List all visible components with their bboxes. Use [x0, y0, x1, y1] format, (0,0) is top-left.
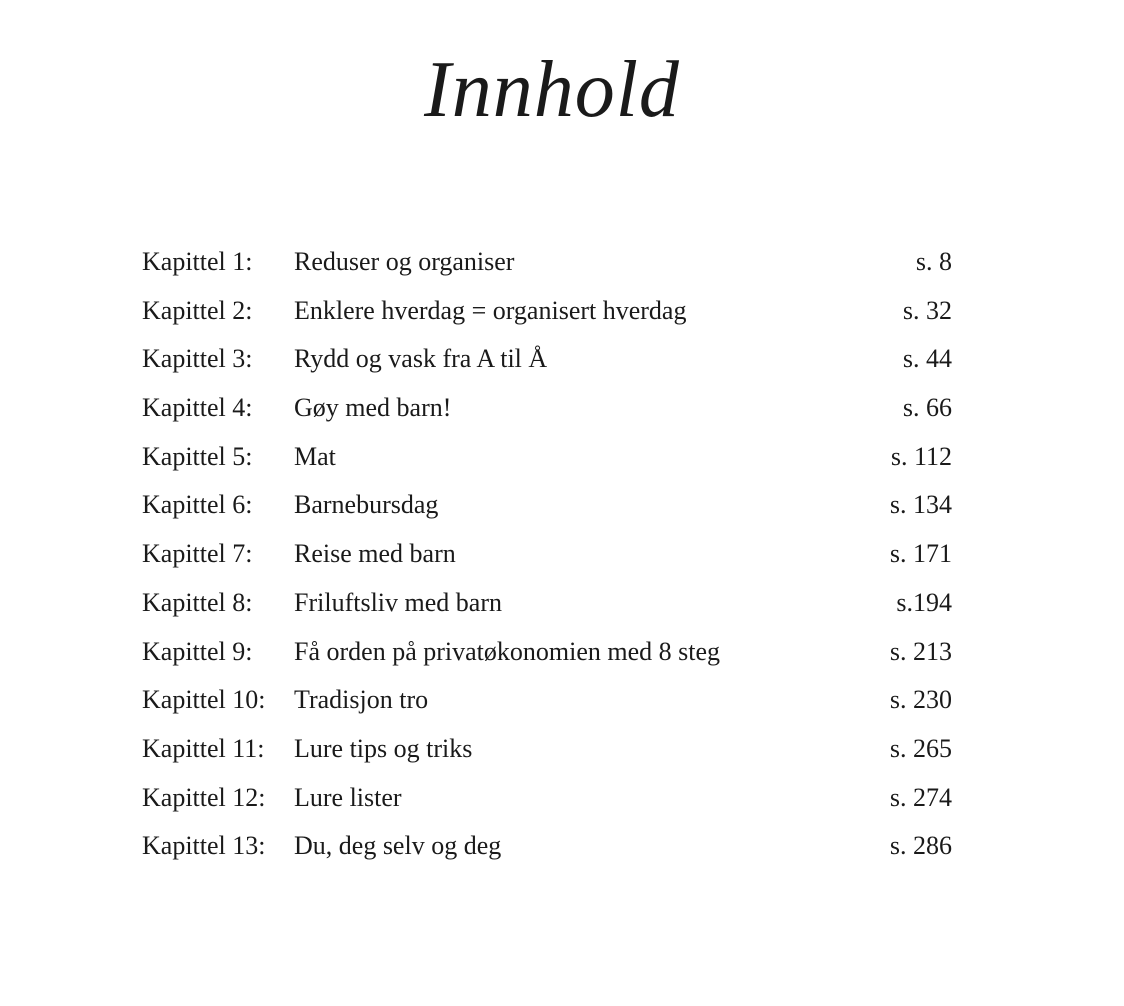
toc-chapter-title: Lure lister — [294, 782, 402, 812]
toc-chapter-number: Kapittel 8: — [142, 587, 253, 617]
toc-entry[interactable] — [142, 676, 952, 725]
toc-entry[interactable] — [142, 530, 952, 579]
toc-chapter-title: Barnebursdag — [294, 490, 439, 520]
toc-page-number: s. 112 — [890, 441, 952, 471]
toc-page-number: s. 32 — [902, 295, 952, 325]
toc-page-number: s. 230 — [889, 685, 952, 715]
toc-entry[interactable] — [142, 774, 952, 823]
toc-page-number: s. 134 — [889, 490, 952, 520]
toc-chapter-number: Kapittel 6: — [142, 490, 253, 520]
toc-chapter-number: Kapittel 12: — [142, 782, 266, 812]
toc-page-number: s. 66 — [902, 393, 952, 423]
toc-entry[interactable] — [142, 287, 952, 336]
toc-page-number: s. 274 — [889, 782, 952, 812]
toc-chapter-title: Du, deg selv og deg — [294, 831, 502, 861]
toc-page-number: s. 286 — [889, 831, 952, 861]
toc-entry[interactable] — [142, 822, 952, 871]
toc-chapter-title: Friluftsliv med barn — [294, 587, 502, 617]
toc-chapter-title: Reduser og organiser — [294, 247, 515, 276]
toc-chapter-number: Kapittel 11: — [142, 733, 265, 763]
toc-chapter-number: Kapittel 7: — [142, 539, 253, 569]
toc-entry[interactable] — [142, 433, 952, 482]
toc-entry[interactable] — [142, 628, 952, 677]
toc-chapter-title: Gøy med barn! — [294, 393, 452, 423]
toc-page-number: s.194 — [896, 587, 952, 617]
toc-entry[interactable] — [142, 481, 952, 530]
toc-chapter-number: Kapittel 1: — [142, 247, 253, 276]
page-title: Innhold — [424, 46, 680, 134]
toc-chapter-title: Mat — [294, 441, 336, 471]
toc-chapter-title: Lure tips og triks — [294, 733, 473, 763]
toc-page-number: s. 8 — [915, 247, 952, 276]
toc-chapter-title: Enklere hverdag = organisert hverdag — [294, 295, 687, 325]
toc-chapter-number: Kapittel 2: — [142, 295, 253, 325]
toc-entry[interactable] — [142, 335, 952, 384]
toc-chapter-title: Rydd og vask fra A til Å — [294, 344, 548, 374]
toc-entry[interactable] — [142, 579, 952, 628]
toc-page-number: s. 213 — [889, 636, 952, 666]
toc-page-number: s. 44 — [902, 344, 952, 374]
toc-chapter-number: Kapittel 9: — [142, 636, 253, 666]
toc-page-number: s. 265 — [889, 733, 952, 763]
toc-page-number: s. 171 — [889, 539, 952, 569]
toc-entry[interactable] — [142, 725, 952, 774]
toc-chapter-number: Kapittel 3: — [142, 344, 253, 374]
toc-chapter-title: Tradisjon tro — [294, 685, 429, 715]
toc-entry[interactable] — [142, 384, 952, 433]
toc-entry[interactable] — [142, 238, 952, 287]
toc-chapter-number: Kapittel 10: — [142, 685, 266, 715]
toc-chapter-number: Kapittel 5: — [142, 441, 253, 471]
toc-chapter-title: Få orden på privatøkonomien med 8 steg — [294, 636, 721, 666]
toc-chapter-number: Kapittel 13: — [142, 831, 266, 861]
toc-chapter-number: Kapittel 4: — [142, 393, 253, 423]
toc-list — [142, 238, 952, 871]
toc-chapter-title: Reise med barn — [294, 539, 456, 569]
